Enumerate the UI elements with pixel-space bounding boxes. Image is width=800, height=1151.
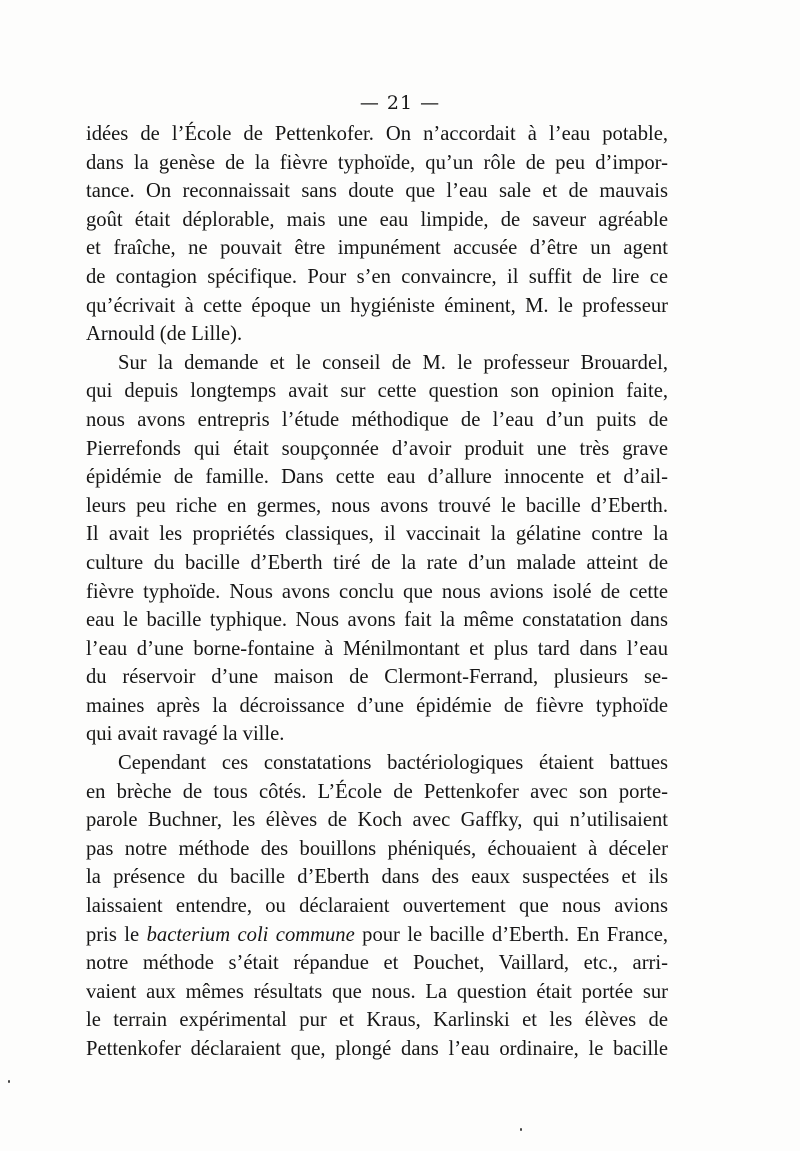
text-line: Il avait les propriétés classiques, il vaccinait la gélatine contre la xyxy=(86,523,668,546)
text-line: l’eau d’une borne-fontaine à Ménilmontant et plus tard dans l’eau xyxy=(86,637,668,660)
text-line: fièvre typhoïde. Nous avons conclu que nous avions isolé de cette xyxy=(86,580,668,603)
text-line: en brèche de tous côtés. L’École de Pettenkofer avec son porte- xyxy=(86,780,668,803)
text-line: eau le bacille typhique. Nous avons fait la même constatation dans xyxy=(86,609,668,632)
text-line: tance. On reconnaissait sans doute que l’eau sale et de mauvais xyxy=(86,180,668,203)
text-line: nous avons entrepris l’étude méthodique de l’eau d’un puits de xyxy=(86,408,668,431)
text-line: laissaient entendre, ou déclaraient ouvertement que nous avions xyxy=(86,895,668,918)
text-run: pour le bacille d’Eberth. En France, xyxy=(354,923,668,946)
text-line: Pettenkofer déclaraient que, plongé dans l’eau ordinaire, le bacille xyxy=(86,1038,668,1060)
paragraph xyxy=(86,349,668,749)
text-line: notre méthode s’était répandue et Pouchet, Vaillard, etc., arri- xyxy=(86,952,668,975)
text-line: de contagion spécifique. Pour s’en convaincre, il suffit de lire ce xyxy=(86,265,668,288)
text-line: maines après la décroissance d’une épidémie de fièvre typhoïde xyxy=(86,694,668,717)
text-line: idées de l’École de Pettenkofer. On n’accordait à l’eau potable, xyxy=(86,123,668,145)
text-line: parole Buchner, les élèves de Koch avec Gaffky, qui n’utilisaient xyxy=(86,809,668,832)
text-line: Sur la demande et le conseil de M. le professeur Brouardel, xyxy=(118,351,668,374)
paragraph xyxy=(86,120,668,349)
body-text xyxy=(86,120,668,1064)
text-line: culture du bacille d’Eberth tiré de la rate d’un malade atteint de xyxy=(86,551,668,574)
text-line: qu’écrivait à cette époque un hygiéniste éminent, M. le professeur xyxy=(86,294,668,317)
text-line: Pierrefonds qui était soupçonnée d’avoir produit une très grave xyxy=(86,437,668,460)
text-line: pas notre méthode des bouillons phéniqués, échouaient à déceler xyxy=(86,837,668,860)
text-line: dans la genèse de la fièvre typhoïde, qu’un rôle de peu d’impor- xyxy=(86,151,668,174)
text-line xyxy=(86,921,668,950)
text-line: goût était déplorable, mais une eau limpide, de saveur agréable xyxy=(86,208,668,231)
scan-speck xyxy=(8,1080,10,1083)
text-line: leurs peu riche en germes, nous avons trouvé le bacille d’Eberth. xyxy=(86,494,668,517)
scan-speck xyxy=(520,1128,522,1131)
text-line: Cependant ces constatations bactériologiques étaient battues xyxy=(118,752,668,775)
text-line: qui depuis longtemps avait sur cette question son opinion faite, xyxy=(86,380,668,403)
paragraph xyxy=(86,749,668,1064)
text-line: le terrain expérimental pur et Kraus, Karlinski et les élèves de xyxy=(86,1009,668,1032)
text-line: vaient aux mêmes résultats que nous. La question était portée sur xyxy=(86,980,668,1003)
text-line: et fraîche, ne pouvait être impunément accusée d’être un agent xyxy=(86,237,668,260)
text-line: épidémie de famille. Dans cette eau d’allure innocente et d’ail- xyxy=(86,466,668,489)
text-run: pris le xyxy=(86,923,147,946)
text-line: qui avait ravagé la ville. xyxy=(86,723,285,746)
italic-term: bacterium coli commune xyxy=(146,923,355,946)
text-line: la présence du bacille d’Eberth dans des eaux suspectées et ils xyxy=(86,866,668,889)
text-line: Arnould (de Lille). xyxy=(86,323,243,346)
text-line: du réservoir d’une maison de Clermont-Ferrand, plusieurs se- xyxy=(86,666,668,689)
page-number: — 21 — xyxy=(359,92,441,114)
